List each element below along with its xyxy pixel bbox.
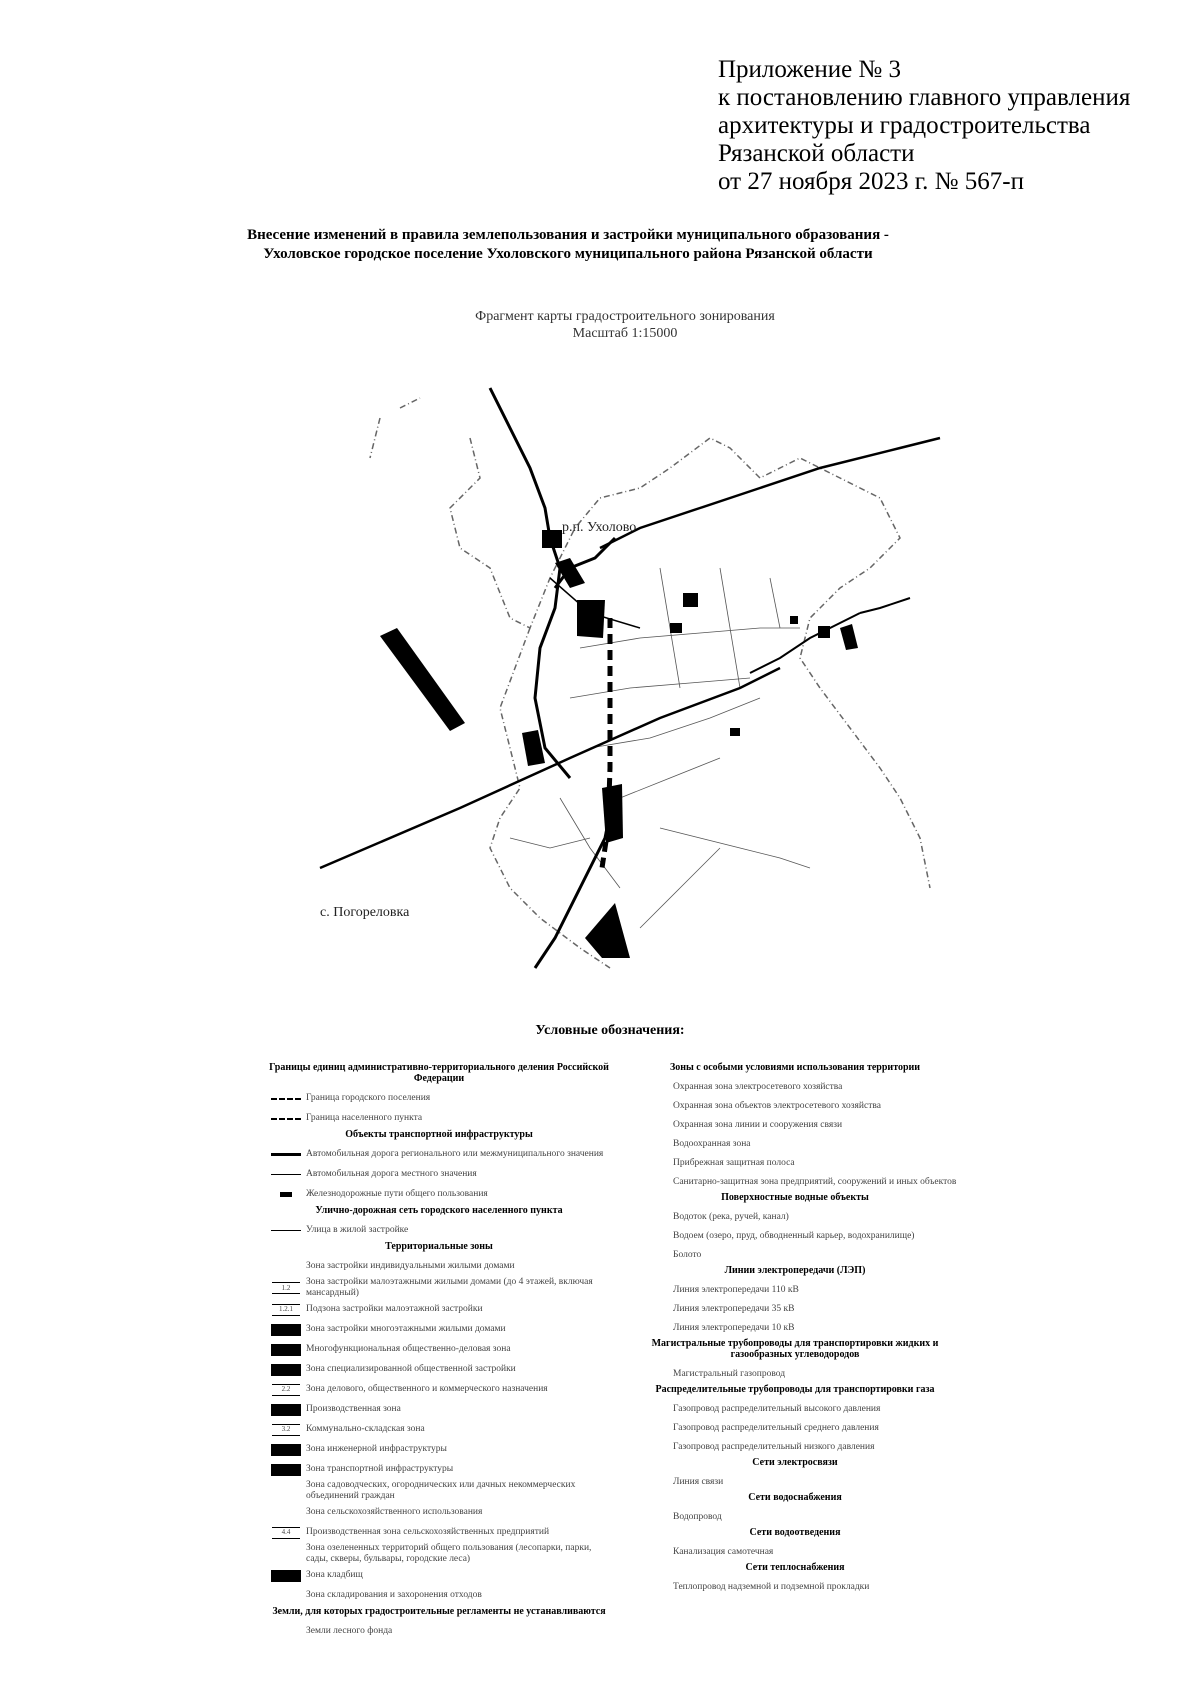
legend-item	[266, 1277, 612, 1299]
legend-label: Автомобильная дорога регионального или межмуниципального значения	[306, 1149, 604, 1159]
embankment-strip	[380, 628, 465, 731]
legend-item	[266, 1089, 612, 1108]
legend-item	[266, 1221, 612, 1240]
legend-section-heading: Зоны с особыми условиями использования территории	[669, 1062, 921, 1073]
legend-symbol	[266, 1261, 306, 1273]
legend-symbol: 1.2	[266, 1282, 306, 1294]
town-label: р.п. Ухолово	[562, 520, 637, 535]
legend-item	[266, 1360, 612, 1379]
settlement-boundary	[370, 398, 930, 968]
legend-label: Земли лесного фонда	[306, 1626, 393, 1636]
appendix-block	[718, 56, 1130, 196]
legend-item	[266, 1145, 612, 1164]
legend-label: Зона застройки малоэтажными жилыми домами (до 4 этажей, включая мансардный)	[306, 1277, 593, 1298]
legend-section-heading: Магистральные трубопроводы для транспортировки жидких и газообразных углеводородов	[651, 1338, 939, 1360]
legend-label: Производственная зона сельскохозяйственных предприятий	[306, 1527, 550, 1537]
legend-section-heading: Границы единиц административно-территориального деления Российской Федерации	[269, 1062, 609, 1084]
legend-item	[266, 1566, 612, 1585]
legend-item: Санитарно-защитная зона предприятий, сооружений и иных объектов	[673, 1176, 957, 1187]
legend-symbol	[266, 1404, 306, 1416]
legend-label: Автомобильная дорога местного значения	[306, 1169, 477, 1179]
legend-label: Подзона застройки малоэтажной застройки	[306, 1304, 483, 1314]
legend-section-heading: Земли, для которых градостроительные регламенты не устанавливаются	[272, 1606, 606, 1617]
legend-symbol	[266, 1364, 306, 1376]
legend-symbol	[266, 1113, 306, 1125]
village-label: с. Погореловка	[320, 905, 410, 920]
legend-label: Зона транспортной инфраструктуры	[306, 1464, 454, 1474]
legend-item: Охранная зона линии и сооружения связи	[673, 1119, 843, 1130]
appendix-line: к постановлению главного управления	[718, 84, 1131, 111]
document-heading	[150, 226, 986, 264]
legend-label: Многофункциональная общественно-деловая зона	[306, 1344, 511, 1354]
legend-item: Газопровод распределительный высокого давления	[673, 1403, 881, 1414]
legend-item: Теплопровод надземной и подземной прокладки	[673, 1581, 870, 1592]
legend-item	[266, 1400, 612, 1419]
legend-section-heading: Сети водоотведения	[749, 1527, 841, 1538]
legend-section-heading: Территориальные зоны	[385, 1241, 493, 1252]
legend-item: Канализация самотечная	[673, 1546, 774, 1557]
legend-symbol: 1.2.1	[266, 1304, 306, 1316]
legend-item	[266, 1543, 612, 1565]
legend-symbol	[266, 1590, 306, 1602]
legend-symbol	[266, 1149, 306, 1161]
legend-item: Охранная зона электросетевого хозяйства	[673, 1081, 843, 1092]
legend-item	[266, 1380, 612, 1399]
legend-item: Газопровод распределительный среднего давления	[673, 1422, 879, 1433]
legend-item	[266, 1165, 612, 1184]
map-scale: Масштаб 1:15000	[572, 326, 678, 341]
legend-item	[266, 1622, 612, 1641]
legend-item	[266, 1503, 612, 1522]
legend-label: Граница городского поселения	[306, 1093, 431, 1103]
legend-symbol	[266, 1548, 306, 1560]
heading-line: Ухоловское городское поселение Ухоловского муниципального района Рязанской области	[263, 246, 873, 262]
legend-symbol	[266, 1189, 306, 1201]
legend-item	[266, 1340, 612, 1359]
legend-section-heading: Сети электросвязи	[752, 1457, 838, 1468]
legend-label: Зона сельскохозяйственного использования	[306, 1507, 483, 1517]
legend-symbol	[266, 1485, 306, 1497]
legend-symbol	[266, 1093, 306, 1105]
legend-symbol: 4.4	[266, 1527, 306, 1539]
legend-label: Зона кладбищ	[306, 1570, 363, 1580]
legend-symbol	[266, 1444, 306, 1456]
legend-item: Линия электропередачи 10 кВ	[673, 1322, 795, 1333]
legend-item: Водоохранная зона	[673, 1138, 751, 1149]
legend-item: Водопровод	[673, 1511, 722, 1522]
industrial-zones	[522, 530, 858, 958]
legend-label: Железнодорожные пути общего пользования	[306, 1189, 488, 1199]
legend-symbol: 2.2	[266, 1384, 306, 1396]
legend-label: Зона озелененных территорий общего пользования (лесопарки, парки, сады, скверы, бульвары, городские леса)	[306, 1543, 592, 1564]
legend-label: Зона застройки индивидуальными жилыми домами	[306, 1261, 515, 1271]
map-labels	[320, 520, 636, 920]
legend-item: Водоем (озеро, пруд, обводненный карьер, водохранилище)	[673, 1230, 915, 1241]
legend-symbol	[266, 1507, 306, 1519]
legend-label: Зона садоводческих, огороднических или дачных некоммерческих объединений граждан	[306, 1480, 576, 1501]
legend-symbol	[266, 1169, 306, 1181]
legend-symbol	[266, 1464, 306, 1476]
legend-item: Газопровод распределительный низкого давления	[673, 1441, 875, 1452]
legend-section-heading: Объекты транспортной инфраструктуры	[345, 1129, 533, 1140]
legend-item: Магистральный газопровод	[673, 1368, 786, 1379]
heading-line: Внесение изменений в правила землепользования и застройки муниципального образования -	[247, 227, 889, 243]
internal-streets	[510, 568, 810, 928]
legend-label: Зона делового, общественного и коммерческого назначения	[306, 1384, 548, 1394]
legend-label: Зона инженерной инфраструктуры	[306, 1444, 447, 1454]
legend-right-column	[625, 1061, 965, 1597]
legend-section-heading: Поверхностные водные объекты	[721, 1192, 869, 1203]
legend-item: Охранная зона объектов электросетевого хозяйства	[673, 1100, 881, 1111]
legend-symbol: 3.2	[266, 1424, 306, 1436]
zoning-map	[320, 368, 940, 1008]
legend-label: Улица в жилой застройке	[306, 1225, 409, 1235]
legend-item	[266, 1586, 612, 1605]
legend-item	[266, 1523, 612, 1542]
legend-symbol	[266, 1570, 306, 1582]
map-title-text: Фрагмент карты градостроительного зонирования	[475, 309, 775, 324]
legend-section-heading: Улично-дорожная сеть городского населенного пункта	[315, 1205, 563, 1216]
legend-label: Производственная зона	[306, 1404, 401, 1414]
appendix-line: Рязанской области	[718, 140, 915, 167]
legend-section-heading: Распределительные трубопроводы для транспортировки газа	[655, 1384, 935, 1395]
legend-section-heading: Сети теплоснабжения	[745, 1562, 845, 1573]
legend-item: Болото	[673, 1249, 702, 1260]
legend-title: Условные обозначения:	[535, 1023, 685, 1038]
legend-item: Линия связи	[673, 1476, 724, 1487]
legend-item	[266, 1185, 612, 1204]
legend-item: Линия электропередачи 35 кВ	[673, 1303, 795, 1314]
legend-label: Зона складирования и захоронения отходов	[306, 1590, 482, 1600]
legend-item	[266, 1109, 612, 1128]
legend-symbol	[266, 1225, 306, 1237]
legend-item: Линия электропередачи 110 кВ	[673, 1284, 799, 1295]
legend-symbol	[266, 1344, 306, 1356]
appendix-line: Приложение № 3	[718, 56, 902, 83]
legend-label: Зона специализированной общественной застройки	[306, 1364, 516, 1374]
legend-section-heading: Линии электропередачи (ЛЭП)	[724, 1265, 866, 1276]
appendix-line: от 27 ноября 2023 г. № 567-п	[718, 168, 1024, 195]
legend-label: Зона застройки многоэтажными жилыми домами	[306, 1324, 506, 1334]
legend-item	[266, 1320, 612, 1339]
appendix-line: архитектуры и градостроительства	[718, 112, 1091, 139]
legend-symbol	[266, 1324, 306, 1336]
legend-item: Прибрежная защитная полоса	[673, 1157, 795, 1168]
legend-section-heading: Сети водоснабжения	[748, 1492, 842, 1503]
legend-left-column	[266, 1061, 612, 1642]
legend-item	[266, 1257, 612, 1276]
map-title	[400, 308, 850, 342]
legend-label: Коммунально-складская зона	[306, 1424, 425, 1434]
legend-item	[266, 1420, 612, 1439]
legend-item	[266, 1300, 612, 1319]
legend-label: Граница населенного пункта	[306, 1113, 423, 1123]
legend-item: Водоток (река, ручей, канал)	[673, 1211, 789, 1222]
legend-symbol	[266, 1626, 306, 1638]
legend-item	[266, 1480, 612, 1502]
legend-item	[266, 1460, 612, 1479]
legend-item	[266, 1440, 612, 1459]
